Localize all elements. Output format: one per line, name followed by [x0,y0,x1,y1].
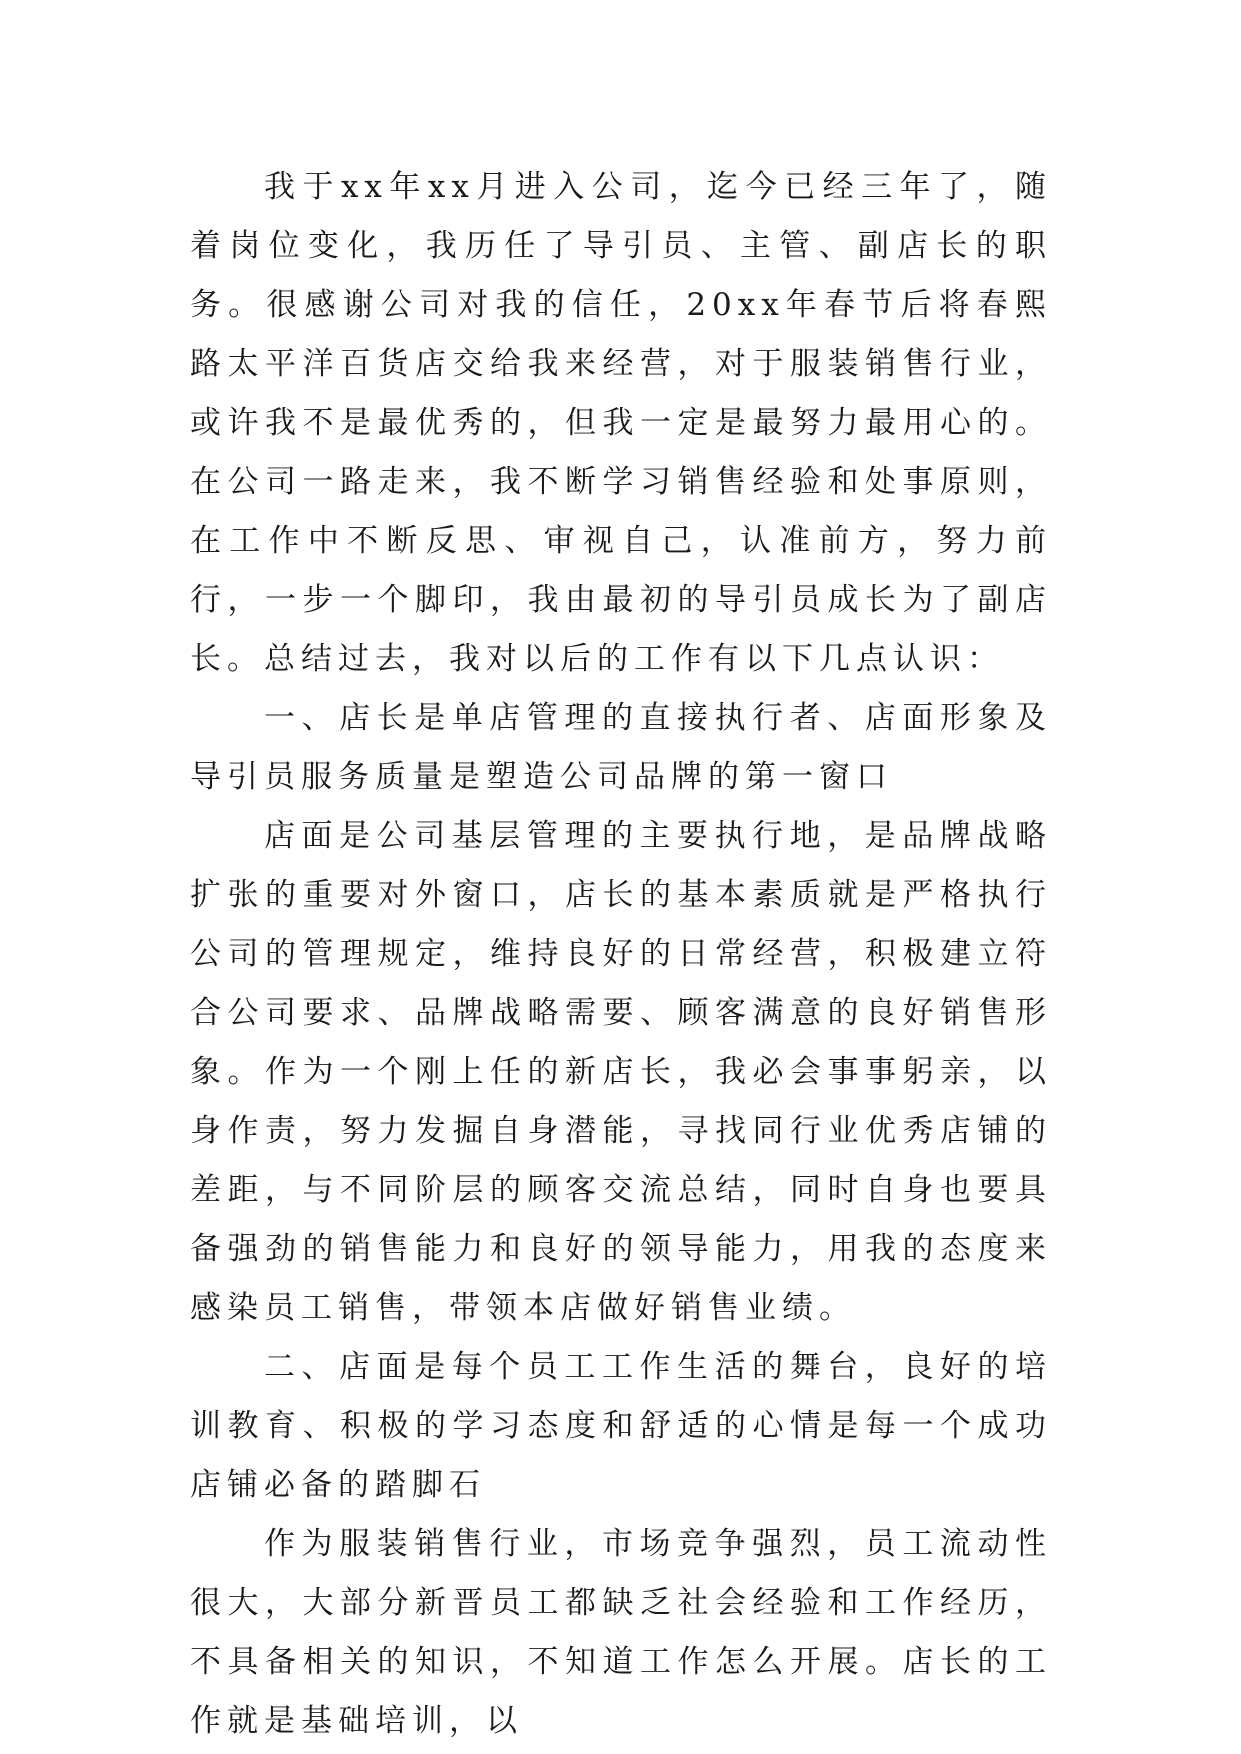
paragraph-point-two: 作为服装销售行业，市场竞争强烈，员工流动性很大，大部分新晋员工都缺乏社会经验和工作经历，不具备相关的知识，不知道工作怎么开展。店长的工作就是基础培训，以 [190,1526,1052,1739]
heading-point-two: 二、店面是每个员工工作生活的舞台，良好的培训教育、积极的学习态度和舒适的心情是每一个成功店铺必备的踏脚石 [190,1349,1052,1503]
paragraph-point-one: 店面是公司基层管理的主要执行地，是品牌战略扩张的重要对外窗口，店长的基本素质就是严格执行公司的管理规定，维持良好的日常经营，积极建立符合公司要求、品牌战略需要、顾客满意的良好销售形象。作为一个刚上任的新店长，我必会事事躬亲，以身作责，努力发掘自身潜能，寻找同行业优秀店铺的差距，与不同阶层的顾客交流总结，同时自身也要具备强劲的销售能力和良好的领导能力，用我的态度来感染员工销售，带领本店做好销售业绩。 [190,818,1052,1326]
heading-point-one: 一、店长是单店管理的直接执行者、店面形象及导引员服务质量是塑造公司品牌的第一窗口 [190,700,1052,795]
paragraph-intro: 我于xx年xx月进入公司，迄今已经三年了，随着岗位变化，我历任了导引员、主管、副店长的职务。很感谢公司对我的信任，20xx年春节后将春熙路太平洋百货店交给我来经营，对于服装销售行业，或许我不是最优秀的，但我一定是最努力最用心的。在公司一路走来，我不断学习销售经验和处事原则，在工作中不断反思、审视自己，认准前方，努力前行，一步一个脚印，我由最初的导引员成长为了副店长。总结过去，我对以后的工作有以下几点认识： [190,169,1052,677]
document-body [190,158,1052,1751]
